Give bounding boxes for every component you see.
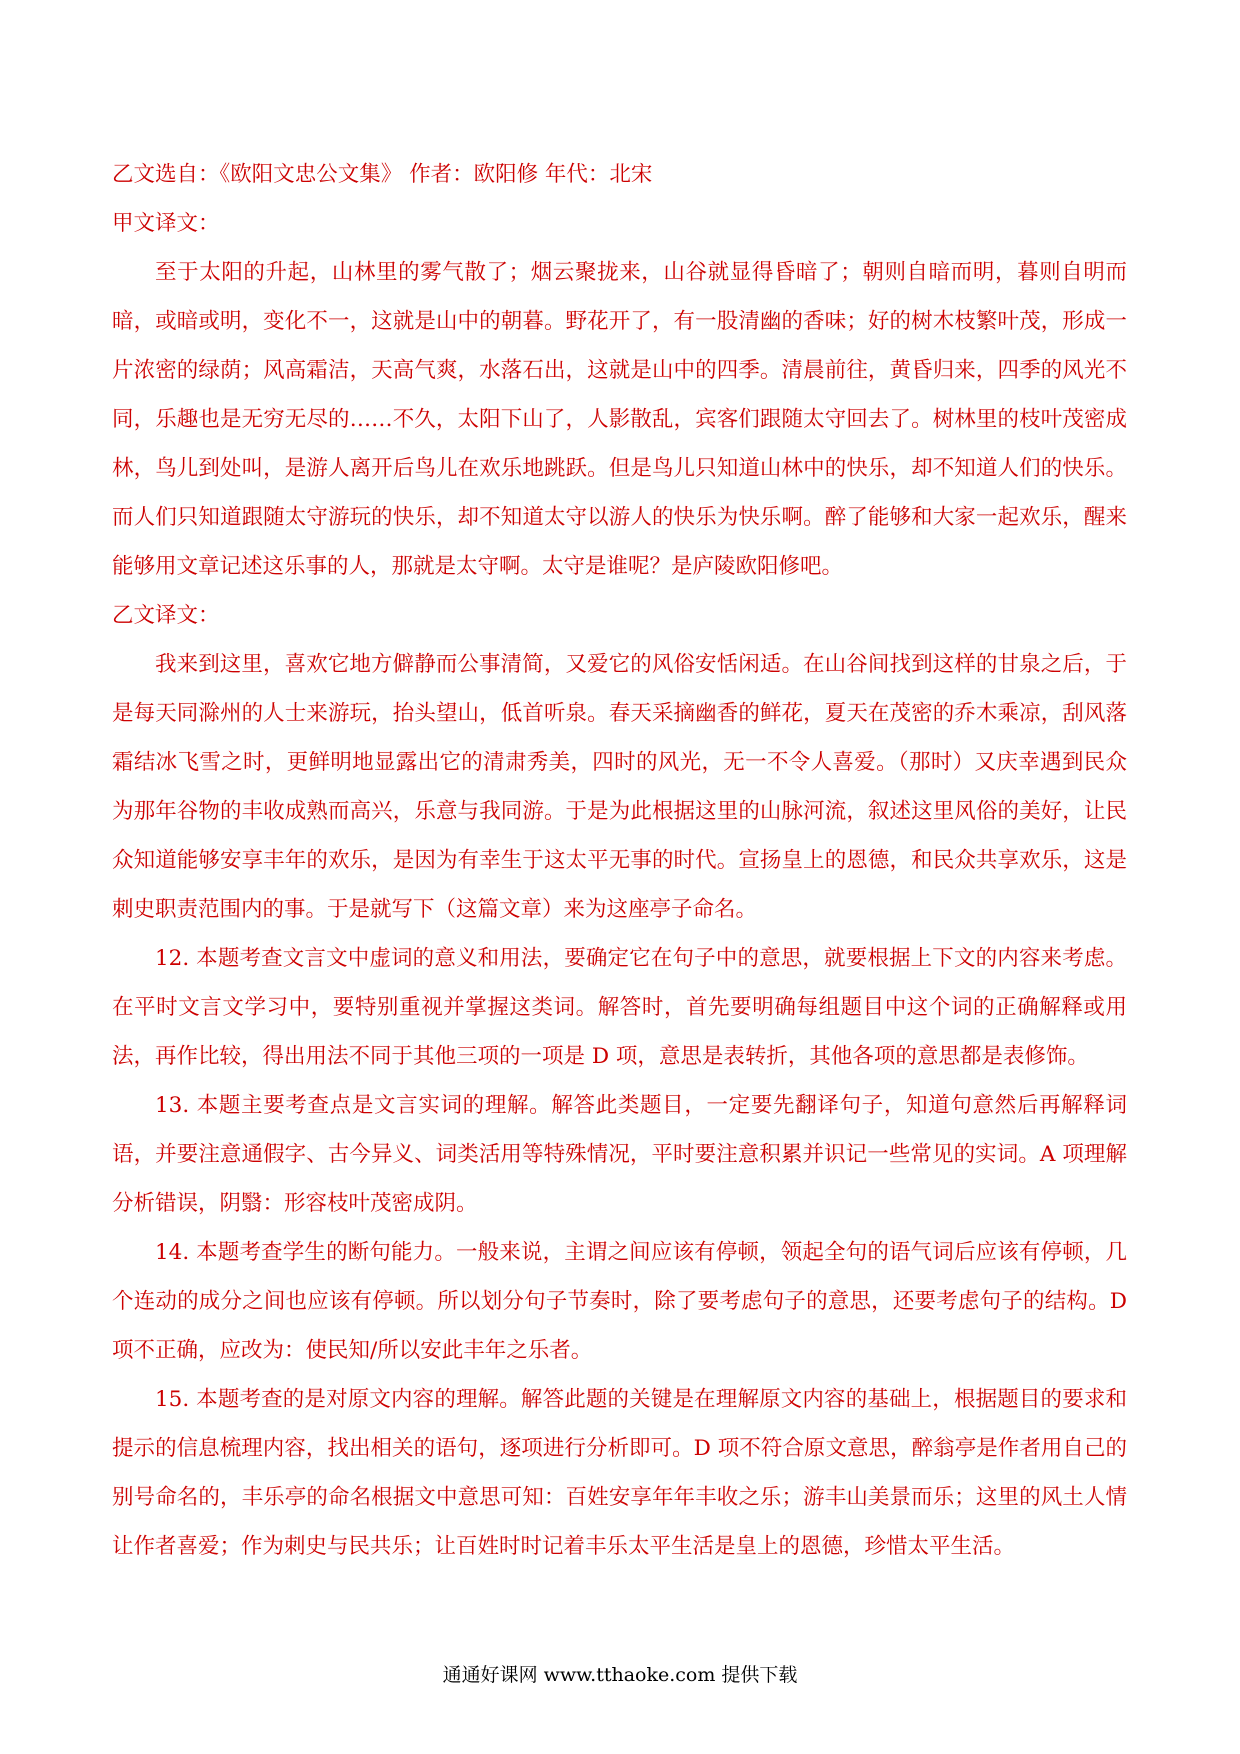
source-line: 乙文选自：《欧阳文忠公文集》 作者：欧阳修 年代：北宋 [112, 162, 653, 187]
answer-12: 12. 本题考查文言文中虚词的意义和用法，要确定它在句子中的意思，就要根据上下文的内容来考虑。在平时文言文学习中，要特别重视并掌握这类词。解答时，首先要明确每组题目中这个词的正确解释或用法，再作比较，得出用法不同于其他三项的一项是 D 项，意思是表转折，其他各项的意思都是表修饰。 [112, 946, 1127, 1069]
yi-translation-heading: 乙文译文： [112, 603, 220, 628]
answer-14: 14. 本题考查学生的断句能力。一般来说，主谓之间应该有停顿，领起全句的语气词后应该有停顿，几个连动的成分之间也应该有停顿。所以划分句子节奏时，除了要考虑句子的意思，还要考虑句子的结构。D 项不正确，应改为：使民知/所以安此丰年之乐者。 [112, 1240, 1127, 1363]
jia-translation-text: 至于太阳的升起，山林里的雾气散了；烟云聚拢来，山谷就显得昏暗了；朝则自暗而明，暮则自明而暗，或暗或明，变化不一，这就是山中的朝暮。野花开了，有一股清幽的香味；好的树木枝繁叶茂，形成一片浓密的绿荫；风高霜洁，天高气爽，水落石出，这就是山中的四季。清晨前往，黄昏归来，四季的风光不同，乐趣也是无穷无尽的……不久，太阳下山了，人影散乱，宾客们跟随太守回去了。树林里的枝叶茂密成林，鸟儿到处叫，是游人离开后鸟儿在欢乐地跳跃。但是鸟儿只知道山林中的快乐，却不知道人们的快乐。而人们只知道跟随太守游玩的快乐，却不知道太守以游人的快乐为快乐啊。醉了能够和大家一起欢乐，醒来能够用文章记述这乐事的人，那就是太守啊。太守是谁呢？是庐陵欧阳修吧。 [112, 260, 1127, 579]
jia-translation-heading: 甲文译文： [112, 211, 220, 236]
answer-13: 13. 本题主要考查点是文言实词的理解。解答此类题目，一定要先翻译句子，知道句意然后再解释词语，并要注意通假字、古今异义、词类活用等特殊情况，平时要注意积累并识记一些常见的实词。A 项理解分析错误，阴翳：形容枝叶茂密成阴。 [112, 1093, 1127, 1216]
page-footer: 通通好课网 www.tthaoke.com 提供下载 [442, 1664, 798, 1686]
answer-15: 15. 本题考查的是对原文内容的理解。解答此题的关键是在理解原文内容的基础上，根据题目的要求和提示的信息梳理内容，找出相关的语句，逐项进行分析即可。D 项不符合原文意思，醉翁亭是作者用自己的别号命名的，丰乐亭的命名根据文中意思可知：百姓安享年年丰收之乐；游丰山美景而乐；这里的风土人情让作者喜爱；作为刺史与民共乐；让百姓时时记着丰乐太平生活是皇上的恩德，珍惜太平生活。 [112, 1387, 1127, 1559]
yi-translation-text: 我来到这里，喜欢它地方僻静而公事清简，又爱它的风俗安恬闲适。在山谷间找到这样的甘泉之后，于是每天同滁州的人士来游玩，抬头望山，低首听泉。春天采摘幽香的鲜花，夏天在茂密的乔木乘凉，刮风落霜结冰飞雪之时，更鲜明地显露出它的清肃秀美，四时的风光，无一不令人喜爱。（那时）又庆幸遇到民众为那年谷物的丰收成熟而高兴，乐意与我同游。于是为此根据这里的山脉河流，叙述这里风俗的美好，让民众知道能够安享丰年的欢乐，是因为有幸生于这太平无事的时代。宣扬皇上的恩德，和民众共享欢乐，这是刺史职责范围内的事。于是就写下（这篇文章）来为这座亭子命名。 [112, 652, 1127, 922]
document-body [112, 150, 1127, 1571]
